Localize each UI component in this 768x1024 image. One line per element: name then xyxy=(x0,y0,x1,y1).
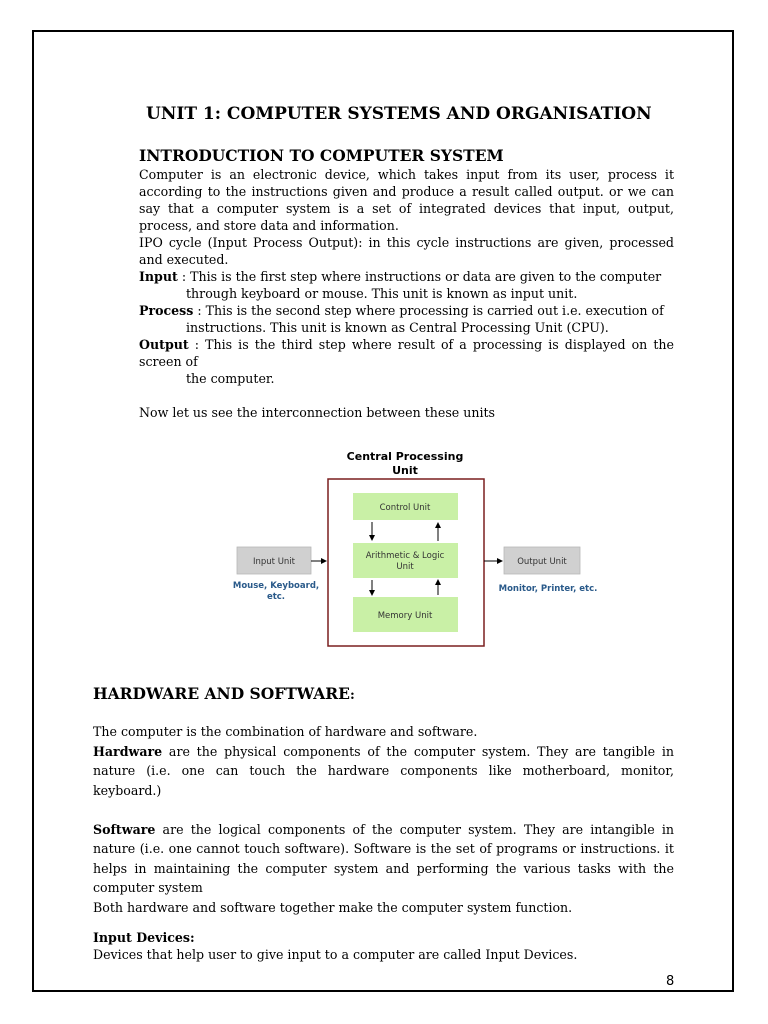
output-term: Output xyxy=(139,337,189,352)
cpu-title-line2: Unit xyxy=(392,464,418,477)
input-term: Input xyxy=(139,269,178,284)
interconnect-text: Now let us see the interconnection between these units xyxy=(139,405,496,420)
input-definition-cont: through keyboard or mouse. This unit is known as input unit. xyxy=(186,286,578,301)
input-devices-heading-text: Input Devices: xyxy=(93,930,195,945)
hardware-definition xyxy=(93,742,674,801)
hw-sw-heading-text: HARDWARE AND SOFTWARE xyxy=(93,684,350,703)
software-definition xyxy=(93,820,674,898)
hardware-text: are the physical components of the computer system. They are tangible in nature (i.e. one can touch the hardware components like motherboard, monitor, keyboard.) xyxy=(93,743,674,798)
ipo-paragraph: IPO cycle (Input Process Output): in this cycle instructions are given, processed and executed. xyxy=(139,235,674,267)
input-unit-caption-line2: etc. xyxy=(266,592,286,602)
both-text: Both hardware and software together make the computer system function. xyxy=(93,899,573,915)
input-unit-label: Input Unit xyxy=(252,557,296,567)
intro-paragraph: Computer is an electronic device, which takes input from its user, process it according to the instructions given and produce a result called output. or we can say that a computer system is a set of integrated devices that input, output, process, and store data and information. xyxy=(139,167,674,233)
page-number: 8 xyxy=(666,974,675,989)
input-unit-caption-line1: Mouse, Keyboard, xyxy=(232,581,320,591)
input-devices-heading xyxy=(93,929,674,946)
process-text: : This is the second step where processing is carried out i.e. execution of xyxy=(193,303,664,318)
alu-label-line2: Unit xyxy=(396,562,414,572)
intro-heading: INTRODUCTION TO COMPUTER SYSTEM xyxy=(139,146,504,165)
software-term: Software xyxy=(93,821,156,837)
process-definition-cont: instructions. This unit is known as Central Processing Unit (CPU). xyxy=(186,320,609,335)
output-text: : This is the third step where result of a processing is displayed on the screen of xyxy=(139,337,674,369)
hardware-term: Hardware xyxy=(93,743,163,759)
output-unit-caption: Monitor, Printer, etc. xyxy=(498,584,598,594)
cpu-title-line1: Central Processing xyxy=(346,450,464,463)
input-text: : This is the first step where instructions or data are given to the computer xyxy=(177,269,662,284)
software-text: are the logical components of the computer system. They are intangible in nature (i.e. one cannot touch software). Software is the set of programs or instructions. it helps in maintaining the computer system and performing the various tasks with the computer system xyxy=(93,821,674,895)
alu-label-line1: Arithmetic & Logic xyxy=(365,551,445,561)
hw-sw-heading xyxy=(93,684,674,706)
unit-title: UNIT 1: COMPUTER SYSTEMS AND ORGANISATION xyxy=(146,104,652,124)
memory-unit-label: Memory Unit xyxy=(377,611,433,621)
output-unit-label: Output Unit xyxy=(517,557,567,567)
intro-section xyxy=(139,146,674,421)
process-term: Process xyxy=(139,303,194,318)
hardware-software-section xyxy=(93,684,674,963)
cpu-diagram xyxy=(222,430,606,682)
process-definition xyxy=(139,302,674,319)
hw-sw-intro: The computer is the combination of hardware and software. xyxy=(93,724,478,739)
hw-sw-heading-colon: : xyxy=(349,688,355,703)
control-unit-label: Control Unit xyxy=(379,503,431,513)
output-definition-cont: the computer. xyxy=(186,371,275,386)
input-devices-text: Devices that help user to give input to a computer are called Input Devices. xyxy=(93,947,578,962)
output-definition xyxy=(139,336,674,370)
input-definition xyxy=(139,268,674,285)
